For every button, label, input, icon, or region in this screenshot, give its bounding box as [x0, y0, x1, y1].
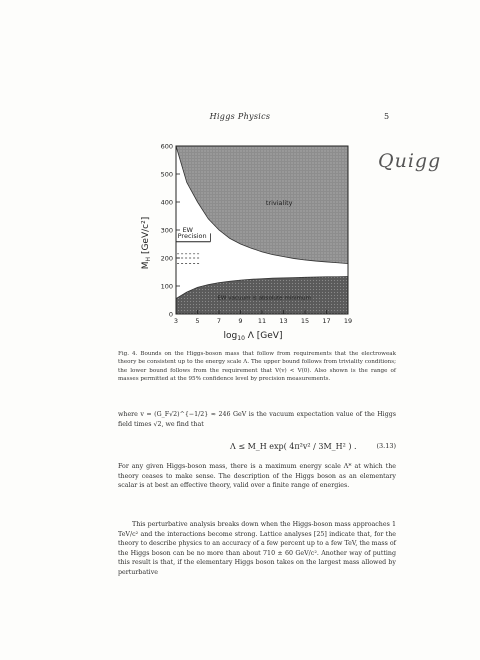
x-tick-label: 19	[343, 317, 353, 325]
x-tick-label: 3	[173, 317, 179, 325]
y-tick-label: 600	[160, 142, 173, 151]
body-paragraph-2: For any given Higgs-boson mass, there is a maximum energy scale Λ* at which the theory ceases to make sense. The description of the Higgs boson as an elementary scalar is at best an effective theory, valid over a finite range of energies.	[118, 463, 396, 489]
y-axis-label: $M_H$ [GeV/c²]	[141, 216, 152, 270]
y-tick-label: 100	[160, 282, 173, 291]
y-tick-label: 200	[160, 254, 173, 263]
y-tick-label: 400	[160, 198, 173, 207]
y-tick-label: 500	[160, 170, 173, 179]
ew-label: EW	[182, 226, 193, 235]
body-paragraph-1: where v = (G_F√2)^{−1/2} ≈ 246 GeV is the vacuum expectation value of the Higgs field times √2, we find that	[118, 411, 396, 428]
vacuum-label: EW vacuum is absolute minimum	[217, 295, 311, 302]
x-tick-label: 11	[257, 317, 267, 325]
x-tick-label: 7	[216, 317, 222, 325]
equation-number: (3.13)	[376, 442, 396, 450]
x-tick-label: 17	[322, 317, 331, 325]
x-tick-label: 13	[279, 317, 288, 325]
precision-label: Precision	[177, 231, 207, 240]
equation-expression: Λ ≤ M_H exp( 4π²v² / 3M_H² ) .	[230, 442, 357, 451]
x-tick-label: 9	[238, 317, 243, 325]
y-tick-label: 300	[160, 226, 173, 235]
x-tick-label: 5	[195, 317, 200, 325]
running-title: Higgs Physics	[209, 112, 271, 121]
y-tick-label: 0	[168, 310, 173, 319]
triviality-label: triviality	[265, 198, 293, 207]
page-number: 5	[384, 112, 390, 121]
x-axis-label: $\log_{10} \Lambda$ [GeV]	[223, 331, 283, 342]
higgs-bounds-chart	[138, 138, 363, 343]
handwritten-note: Quigg	[378, 150, 442, 172]
plot-area	[161, 143, 353, 326]
body-paragraph-3: This perturbative analysis breaks down when the Higgs-boson mass approaches 1 TeV/c² and the interactions become strong. Lattice analyses [25] indicate that, for the theory to describe physics to an accuracy of a few percent up to a few TeV, the mass of the Higgs boson can be no more than about 710 ± 60 GeV/c². Another way of putting this result is that, if the elementary Higgs boson takes on the largest mass allowed by perturbative	[118, 521, 396, 576]
figure-caption: Fig. 4. Bounds on the Higgs-boson mass that follow from requirements that the electroweak theory be consistent up to the energy scale Λ. The upper bound follows from triviality conditions; the lower bound follows from the requirement that V(v) < V(0). Also shown is the range of masses permitted at the 95% confidence level by precision measurements.	[118, 351, 396, 382]
equation-3-13	[118, 435, 396, 459]
x-tick-label: 15	[300, 317, 310, 325]
